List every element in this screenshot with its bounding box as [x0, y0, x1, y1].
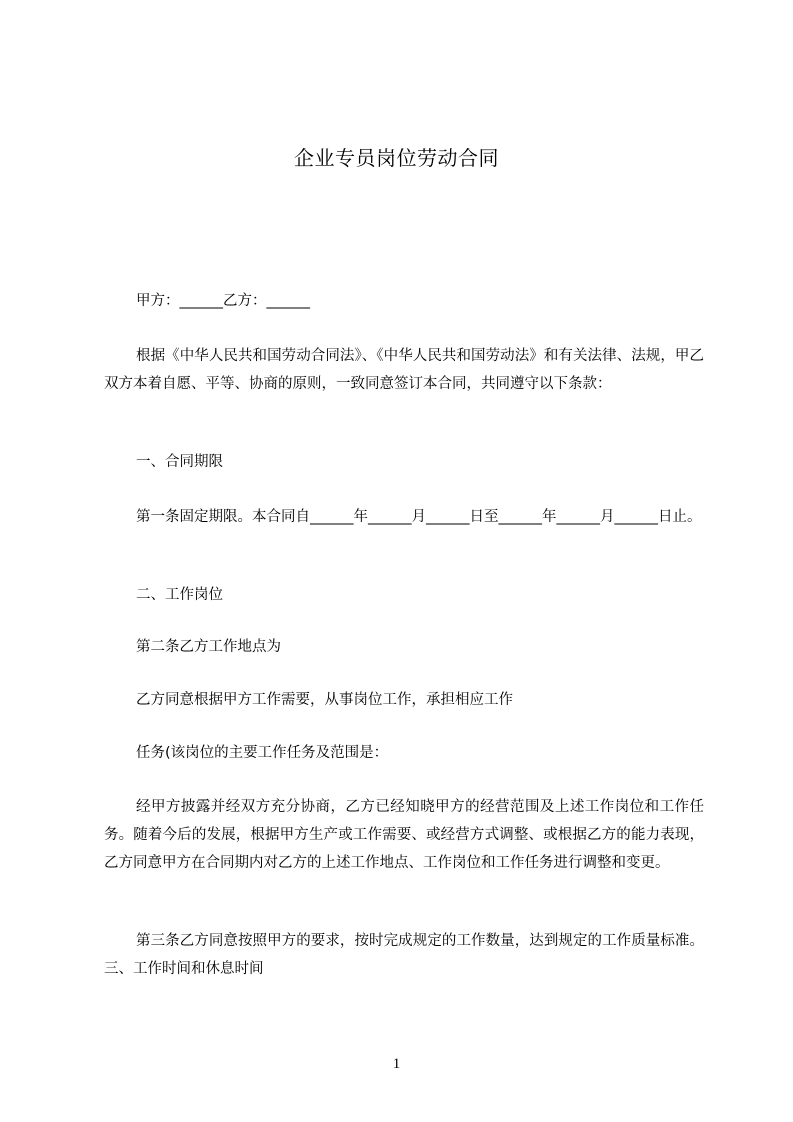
document-title: 企业专员岗位劳动合同 [294, 146, 499, 170]
page-number: 1 [392, 1056, 401, 1072]
section-heading-term: 一、合同期限 [136, 454, 223, 470]
article-3-paragraph: 第三条乙方同意按照甲方的要求，按时完成规定的工作数量，达到规定的工作质量标准。三、工作时间和休息时间 [104, 933, 704, 977]
article-2-continuation: 乙方同意根据甲方工作需要，从事岗位工作，承担相应工作 [136, 692, 513, 708]
article-2-adjustment-paragraph: 经甲方披露并经双方充分协商，乙方已经知晓甲方的经营范围及上述工作岗位和工作任务。随着今后的发展，根据甲方生产或工作需要、或经营方式调整、或根据乙方的能力表现，乙方同意甲方在合同期内对乙方的上述工作地点、工作岗位和工作任务进行调整和变更。 [104, 799, 704, 871]
article-2-line: 第二条乙方工作地点为 [136, 639, 281, 655]
parties-line: 甲方：______乙方：______ [136, 293, 310, 309]
article-2-task-scope: 任务(该岗位的主要工作任务及范围是： [136, 745, 389, 761]
article-1-paragraph: 第一条固定期限。本合同自______年______月______日至______年______月______日止。 [136, 509, 702, 525]
section-heading-position: 二、工作岗位 [136, 587, 223, 603]
preamble-paragraph: 根据《中华人民共和国劳动合同法》、《中华人民共和国劳动法》和有关法律、法规，甲乙双方本着自愿、平等、协商的原则，一致同意签订本合同，共同遵守以下条款： [104, 348, 704, 392]
